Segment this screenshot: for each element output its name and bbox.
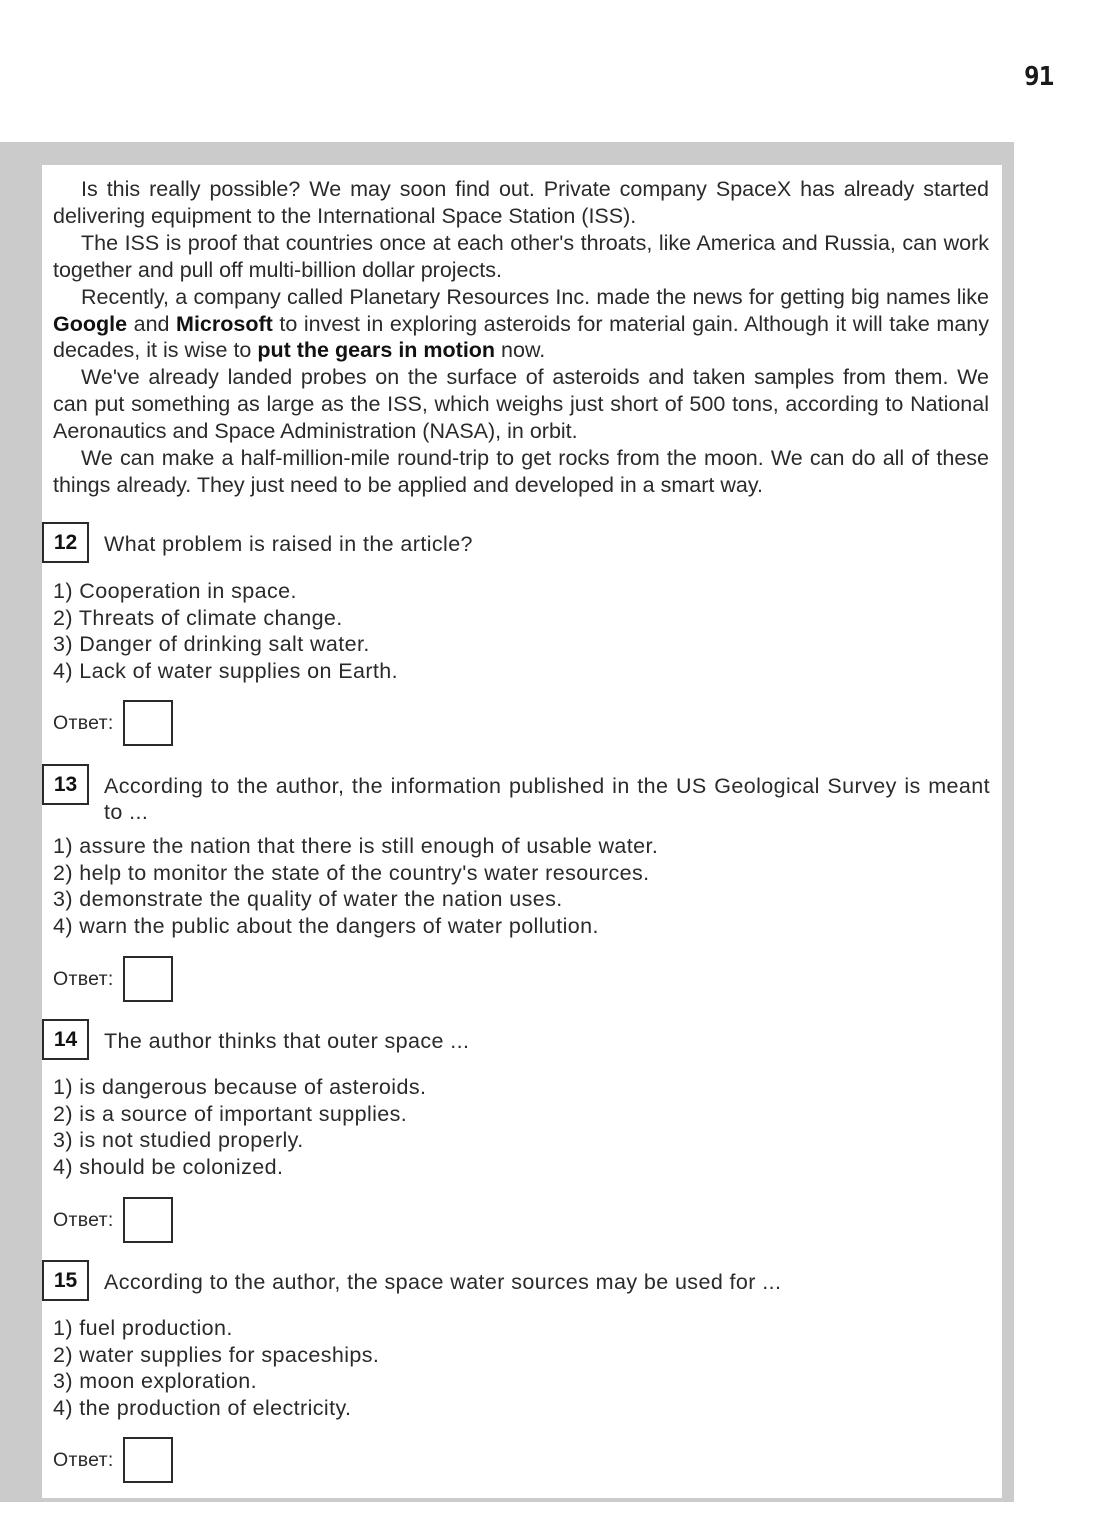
question-number-box: 12 [42,522,89,563]
question-13-options [53,833,658,939]
article-text-run: now. [495,338,546,363]
bold-phrase-gears: put the gears in motion [257,338,496,363]
article-paragraph-2: The ISS is proof that countries once at each other's throats, like America and Russia, can work together and pull off multi-billion dollar projects. [53,230,989,282]
article-paragraph-1: Is this really possible? We may soon find out. Private company SpaceX has already started delivering equipment to the International Space Station (ISS). [53,177,989,228]
article-paragraph-4: We've already landed probes on the surface of asteroids and taken samples from them. We can put something as large as the ISS, which weighs just short of 500 tons, according to National Aeronautics and Space Administration (NASA), in orbit. [53,365,989,444]
question-12-header [42,522,990,563]
article-paragraph-5: We can make a half-million-mile round-trip to get rocks from the moon. We can do all of these things already. They just need to be applied and developed in a smart way. [53,446,989,497]
question-12-options [53,578,398,684]
article-text-run: and [127,311,177,336]
question-12-answer [53,700,173,746]
option-item: 1) fuel production. [53,1316,233,1340]
answer-label: Ответ: [53,1448,114,1471]
question-15-header [42,1260,990,1301]
question-number-box: 15 [42,1260,89,1301]
option-item: 3) demonstrate the quality of water the nation uses. [53,887,563,912]
bold-term-microsoft: Microsoft [176,311,273,336]
question-text: According to the author, the information published in the US Geological Survey is meant to ... [104,774,990,824]
option-item: 3) is not studied properly. [53,1128,304,1153]
option-item: 3) moon exploration. [53,1369,257,1394]
answer-input-box[interactable] [123,1437,173,1483]
answer-input-box[interactable] [123,1197,173,1243]
option-item: 2) help to monitor the state of the country's water resources. [53,860,650,885]
answer-input-box[interactable] [123,956,173,1002]
question-number-box: 13 [42,764,89,805]
option-item: 2) Threats of climate change. [53,605,343,630]
question-15-options [53,1315,379,1421]
answer-label: Ответ: [53,711,114,734]
option-item: 1) is dangerous because of asteroids. [53,1075,427,1099]
question-14-answer [53,1197,173,1243]
question-15-answer [53,1437,173,1483]
question-text: According to the author, the space water sources may be used for ... [104,1270,782,1294]
option-item: 2) is a source of important supplies. [53,1101,408,1126]
question-text: The author thinks that outer space ... [104,1029,470,1053]
option-item: 4) Lack of water supplies on Earth. [53,658,399,683]
article-text-run: to invest in exploring asteroids for material gain. Although it will take many decades, it is wise to [53,311,989,363]
answer-label: Ответ: [53,1208,114,1231]
question-13-header [42,764,990,825]
answer-input-box[interactable] [123,700,173,746]
question-14-header [42,1019,990,1060]
page-number: 91 [1024,62,1054,92]
option-item: 4) should be colonized. [53,1154,284,1179]
question-text: What problem is raised in the article? [104,532,473,556]
option-item: 1) Cooperation in space. [53,579,297,603]
option-item: 4) the production of electricity. [53,1395,352,1420]
option-item: 3) Danger of drinking salt water. [53,632,370,657]
answer-label: Ответ: [53,967,114,990]
option-item: 4) warn the public about the dangers of water pollution. [53,913,599,938]
option-item: 2) water supplies for spaceships. [53,1342,380,1367]
bold-term-google: Google [53,311,128,336]
article-paragraph-3 [53,284,989,365]
article-text-run: Recently, a company called Planetary Resources Inc. made the news for getting big names like [81,284,989,309]
article-text [53,176,989,499]
question-13-answer [53,956,173,1002]
question-14-options [53,1074,426,1180]
question-number-box: 14 [42,1019,89,1060]
option-item: 1) assure the nation that there is still enough of usable water. [53,834,659,858]
